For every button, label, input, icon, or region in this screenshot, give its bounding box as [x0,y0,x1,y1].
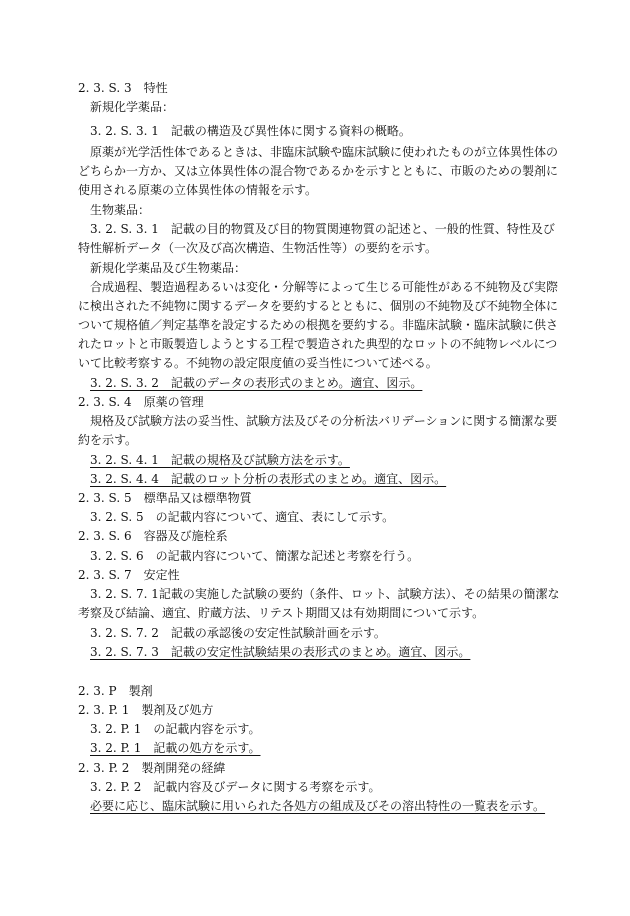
text-line: 3. 2. S. 3. 1 記載の構造及び異性体に関する資料の概略。 [90,124,411,138]
text-line: 3. 2. P. 1 の記載内容を示す。 [90,722,261,736]
text-line: 3. 2. S. 5 の記載内容について、適宜、表にして示す。 [90,510,395,524]
text-line: 3. 2. S. 4. 4 記載のロット分析の表形式のまとめ。適宜、図示。 [90,472,447,486]
text-line: 3. 2. S. 7. 1記載の実施した試験の要約（条件、ロット、試験方法）、その結果の簡潔な [90,587,560,601]
text-line: 2. 3. P. 2 製剤開発の経緯 [78,761,226,775]
text-line: どちらか一方か、又は立体異性体の混合物であるかを示すとともに、市販のための製剤に [78,164,559,178]
text-line: 考察及び結論、適宜、貯蔵方法、リテスト期間又は有効期間について示す。 [78,606,485,620]
text-line: 3. 2. S. 7. 3 記載の安定性試験結果の表形式のまとめ。適宜、図示。 [90,645,471,659]
text-line: 2. 3. S. 6 容器及び施栓系 [78,529,228,543]
text-line: 2. 3. P. 1 製剤及び処方 [78,703,214,717]
text-line: 特性解析データ（一次及び高次構造、生物活性等）の要約を示す。 [78,241,438,255]
text-line: 3. 2. P. 1 記載の処方を示す。 [90,741,261,755]
text-line: 3. 2. S. 6 の記載内容について、簡潔な記述と考察を行う。 [90,549,420,563]
text-line: 3. 2. P. 2 記載内容及びデータに関する考察を示す。 [90,780,381,794]
text-line: 約を示す。 [78,433,138,447]
text-line: 生物薬品： [90,203,151,217]
text-line: 新規化学薬品及び生物薬品： [90,261,247,275]
text-line: 2. 3. P 製剤 [78,684,153,698]
text-line: 規格及び試験方法の妥当性、試験方法及びその分析法バリデーションに関する簡潔な要 [90,414,558,428]
text-line: れたロットと市販製造しようとする工程で製造された典型的なロットの不純物レベルにつ [78,337,558,351]
text-line: 3. 2. S. 3. 1 記載の目的物質及び目的物質関連物質の記述と、一般的性質、特性及び [90,222,555,236]
text-line: 新規化学薬品： [90,100,175,114]
text-line: ついて規格値／判定基準を設定するための根拠を要約する。非臨床試験・臨床試験に供さ [78,318,559,332]
text-line: 3. 2. S. 7. 2 記載の承認後の安定性試験計画を示す。 [90,626,386,640]
text-line: 使用される原薬の立体異性体の情報を示す。 [78,183,318,197]
text-line: 2. 3. S. 3 特性 [78,81,168,95]
text-line: に検出された不純物に関するデータを要約するとともに、個別の不純物及び不純物全体に [78,299,559,313]
text-line: 2. 3. S. 4 原薬の管理 [78,395,204,409]
text-line: 3. 2. S. 4. 1 記載の規格及び試験方法を示す。 [90,453,350,467]
text-line: 2. 3. S. 5 標準品又は標準物質 [78,491,252,505]
text-line: 原薬が光学活性体であるときは、非臨床試験や臨床試験に使われたものが立体異性体の [90,145,559,159]
text-line: いて比較考察する。不純物の設定限度値の妥当性について述べる。 [78,356,438,370]
text-line: 合成過程、製造過程あるいは変化・分解等によって生じる可能性がある不純物及び実際 [90,280,559,294]
text-line: 3. 2. S. 3. 2 記載のデータの表形式のまとめ。適宜、図示。 [90,376,423,390]
text-line: 2. 3. S. 7 安定性 [78,568,180,582]
text-line: 必要に応じ、臨床試験に用いられた各処方の組成及びその溶出特性の一覧表を示す。 [90,799,546,813]
